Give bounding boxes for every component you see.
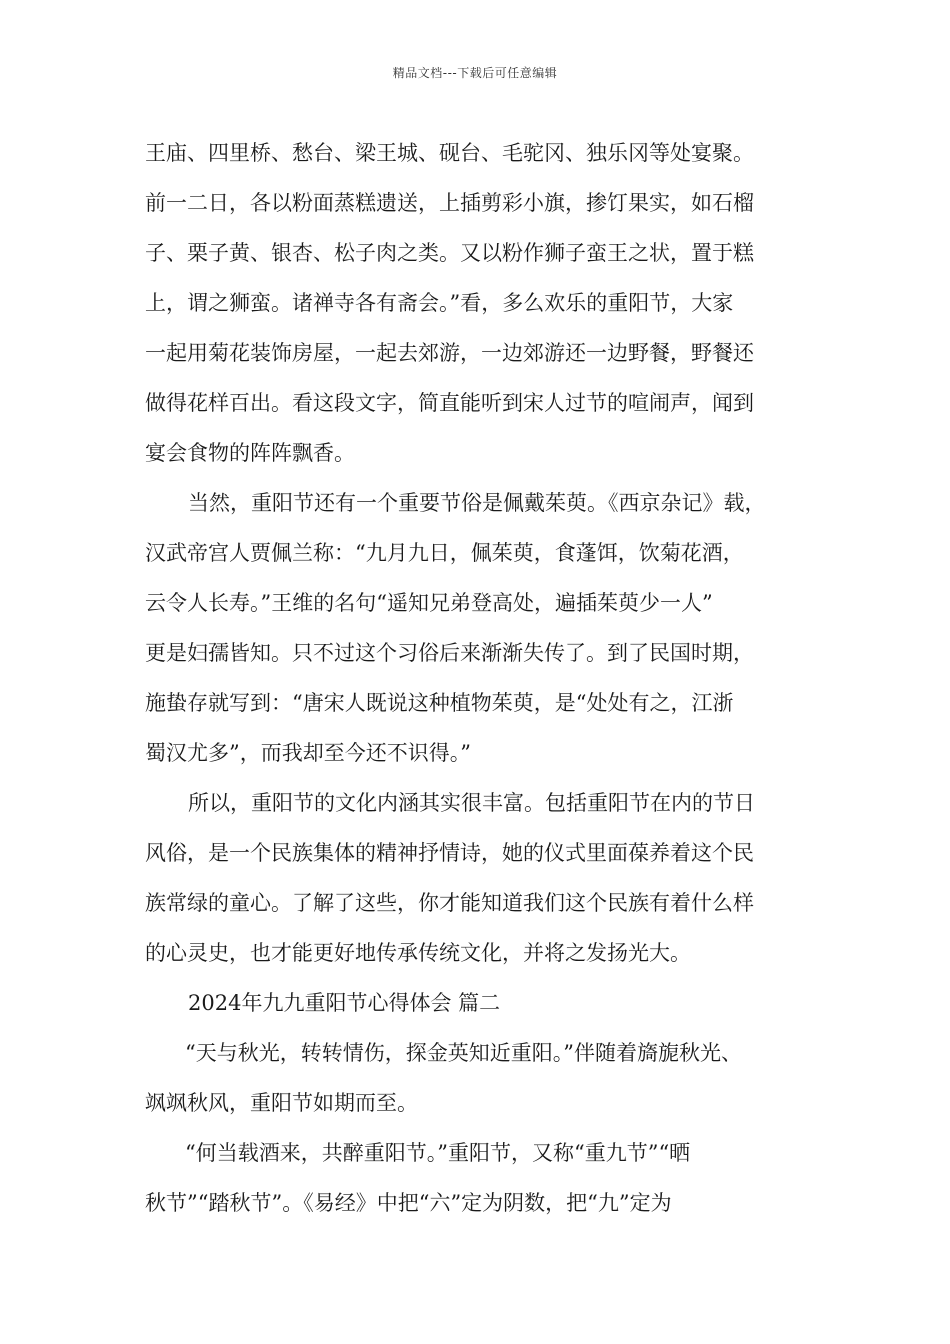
paragraph-start-line: “何当载酒来，共醉重阳节。”重阳节，又称“重九节”“晒 xyxy=(185,1141,691,1165)
document-body xyxy=(145,128,810,1228)
text-line: 族常绿的童心。了解了这些，你才能知道我们这个民族有着什么样 xyxy=(145,891,754,915)
text-line: 秋节”“踏秋节”。《易经》中把“六”定为阴数，把“九”定为 xyxy=(145,1191,672,1215)
text-line: 做得花样百出。看这段文字，简直能听到宋人过节的喧闹声，闻到 xyxy=(145,391,754,415)
text-line: 更是妇孺皆知。只不过这个习俗后来渐渐失传了。到了民国时期， xyxy=(145,641,754,665)
text-line: 飒飒秋风，重阳节如期而至。 xyxy=(145,1091,418,1115)
text-line: 施蛰存就写到：“唐宋人既说这种植物茱萸，是“处处有之，江浙 xyxy=(145,691,734,715)
section-heading: 2024年九九重阳节心得体会 篇二 xyxy=(188,991,501,1015)
text-line: 汉武帝宫人贾佩兰称：“九月九日，佩茱萸，食蓬饵，饮菊花酒， xyxy=(145,541,744,565)
paragraph-start-line: “天与秋光，转转情伤，探金英知近重阳。”伴随着旖旎秋光、 xyxy=(185,1041,742,1065)
paragraph-start-line: 当然，重阳节还有一个重要节俗是佩戴茱萸。《西京杂记》载， xyxy=(188,491,766,515)
text-line: 蜀汉尤多”，而我却至今还不识得。” xyxy=(145,741,471,765)
text-line: 王庙、四里桥、愁台、梁王城、砚台、毛驼冈、独乐冈等处宴聚。 xyxy=(145,141,754,165)
text-line: 子、栗子黄、银杏、松子肉之类。又以粉作狮子蛮王之状，置于糕 xyxy=(145,241,754,265)
text-line: 云令人长寿。”王维的名句“遥知兄弟登高处，遍插茱萸少一人” xyxy=(145,591,713,615)
text-line: 宴会食物的阵阵飘香。 xyxy=(145,441,355,465)
paragraph-start-line: 所以，重阳节的文化内涵其实很丰富。包括重阳节在内的节日 xyxy=(188,791,755,815)
text-line: 上，谓之狮蛮。诸禅寺各有斋会。”看，多么欢乐的重阳节，大家 xyxy=(145,291,734,315)
page-header: 精品文档---下载后可任意编辑 xyxy=(392,66,558,80)
text-line: 前一二日，各以粉面蒸糕遗送，上插剪彩小旗，掺饤果实，如石榴 xyxy=(145,191,754,215)
text-line: 一起用菊花装饰房屋，一起去郊游，一边郊游还一边野餐，野餐还 xyxy=(145,341,754,365)
text-line: 的心灵史，也才能更好地传承传统文化，并将之发扬光大。 xyxy=(145,941,691,965)
text-line: 风俗，是一个民族集体的精神抒情诗，她的仪式里面葆养着这个民 xyxy=(145,841,754,865)
